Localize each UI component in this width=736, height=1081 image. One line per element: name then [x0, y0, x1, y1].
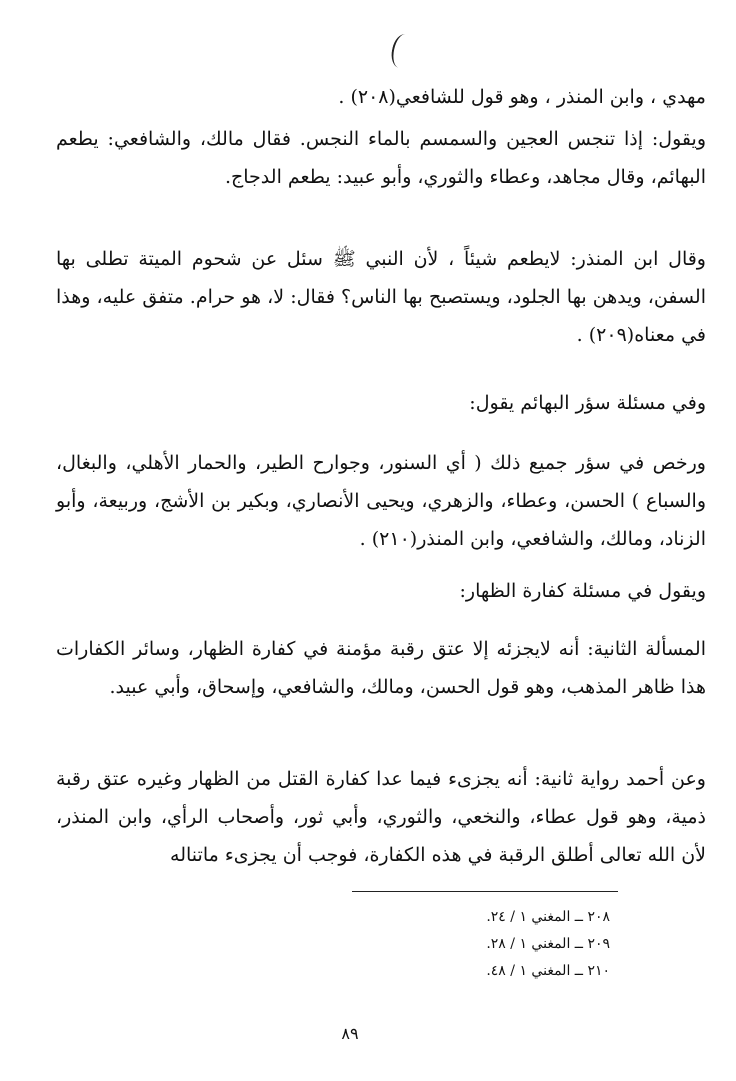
paragraph-1 [56, 78, 706, 116]
footnote-item: ٢١٠ ــ المغني ١ / ٤٨. [486, 963, 610, 979]
paragraph-8 [56, 760, 706, 874]
paragraph-text: ويقول: إذا تنجس العجين والسمسم بالماء النجس. فقال مالك، والشافعي: يطعم البهائم، وقال مجاهد، وعطاء والثوري، وأبو عبيد: يطعم الدجاج. [56, 128, 706, 188]
paragraph-text: مهدي ، وابن المنذر ، وهو قول للشافعي(٢٠٨) . [338, 86, 706, 108]
footnote-item: ٢٠٨ ــ المغني ١ / ٢٤. [486, 909, 610, 925]
page-number: ٨٩ [341, 1024, 359, 1043]
paragraph-text: ورخص في سؤر جميع ذلك ( أي السنور، وجوارح الطير، والحمار الأهلي، والبغال، والسباع ) الحسن، وعطاء، والزهري، ويحيى الأنصاري، وبكير بن الأشج، وربيعة، وأبو الزناد، ومالك، والشافعي، وابن المنذر(٢١٠) . [56, 452, 706, 550]
paragraph-3 [56, 240, 706, 354]
page-mark [389, 32, 416, 69]
paragraph-text: وفي مسئلة سؤر البهائم يقول: [469, 392, 706, 414]
footnote-item: ٢٠٩ ــ المغني ١ / ٢٨. [486, 936, 610, 952]
paragraph-text: وقال ابن المنذر: لايطعم شيئاً ، لأن النبي ﷺ سئل عن شحوم الميتة تطلى بها السفن، ويدهن بها الجلود، ويستصبح بها الناس؟ فقال: لا، هو حرام. متفق عليه، وهذا في معناه(٢٠٩) . [56, 248, 706, 346]
paragraph-5 [56, 444, 706, 558]
footnote-divider [352, 891, 618, 892]
footnotes [300, 904, 610, 985]
paragraph-2 [56, 120, 706, 196]
paragraph-text: المسألة الثانية: أنه لايجزئه إلا عتق رقبة مؤمنة في كفارة الظهار، وسائر الكفارات هذا ظاهر المذهب، وهو قول الحسن، ومالك، والشافعي، وإسحاق، وأبي عبيد. [56, 638, 706, 698]
section-heading-2 [56, 572, 706, 610]
section-heading-1 [56, 384, 706, 422]
paragraph-7 [56, 630, 706, 706]
paragraph-text: ويقول في مسئلة كفارة الظهار: [459, 580, 706, 602]
paragraph-text: وعن أحمد رواية ثانية: أنه يجزىء فيما عدا كفارة القتل من الظهار وغيره عتق رقبة ذمية، وهو قول عطاء، والنخعي، والثوري، وأبي ثور، وأصحاب الرأي، وابن المنذر، لأن الله تعالى أطلق الرقبة في هذه الكفارة، فوجب أن يجزىء ماتناله [56, 768, 706, 866]
